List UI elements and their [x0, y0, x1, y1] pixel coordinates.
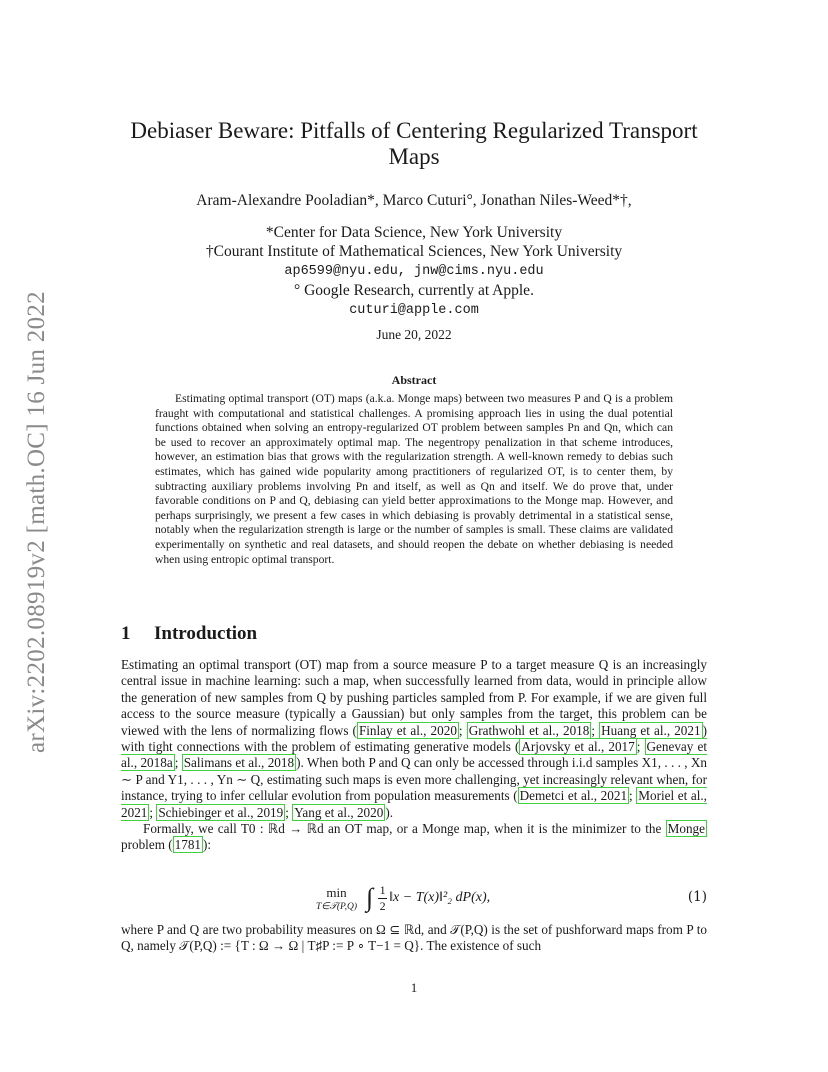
fraction: [378, 883, 387, 914]
citation-separator: ;: [174, 755, 182, 771]
min-operator: [316, 885, 357, 912]
citation-separator: ;: [591, 722, 600, 738]
email-nyu[interactable]: ap6599@nyu.edu, jnw@cims.nyu.edu: [284, 264, 544, 279]
citation-separator: ;: [285, 804, 293, 820]
citation-separator: ;: [629, 788, 637, 804]
section-heading: [121, 623, 257, 645]
closing-text: where P and Q are two probability measures on Ω ⊆ ℝd, and 𝒯(P,Q) is the set of pushforward maps from P to Q, namely 𝒯(P,Q) := {T : Ω → Ω | T♯P := P ∘ T−1 = Q}. The existence of such: [121, 922, 707, 954]
publication-date: June 20, 2022: [376, 327, 452, 342]
email-apple[interactable]: cuturi@apple.com: [349, 303, 479, 318]
intro-text: ):: [203, 837, 212, 853]
citation-link[interactable]: 1781: [174, 837, 202, 853]
paper-title: [110, 118, 718, 170]
paper-title-line2: Maps: [388, 144, 440, 169]
citation-separator: ;: [458, 722, 467, 738]
citation-separator: ;: [149, 804, 157, 820]
affiliation-nyu-cds: *Center for Data Science, New York University: [265, 224, 563, 241]
intro-text: Estimating an optimal transport (OT) map from a source measure P to a target measure Q is an increasingly central issue in machine learning: such a map, when successfully learned from data, would in principle allow the generation of new samples from Q by pushing particles sampled from P. For example, if we are given full access to the source measure (typically a Gaussian) but only samples from the target, this problem can be viewed with the lens of normalizing flows (: [121, 657, 707, 738]
section-title: Introduction: [154, 623, 258, 644]
intro-text: ). When both P and Q can only be accessed through i.i.d samples X1, . . . , Xn ∼ P and Y1, . . . , Yn ∼ Q, estimating such maps is even more challenging, yet increasingly relevant when, for instance, trying to infer cellular evolution from population measurements (: [121, 755, 708, 804]
arxiv-stamp-text: arXiv:2202.08919v2 [math.OC] 16 Jun 2022: [23, 291, 50, 753]
citation-link[interactable]: Genevay et al., 2018a: [121, 739, 707, 771]
abstract-body: [155, 392, 673, 567]
intro-text: problem (: [121, 837, 173, 853]
closing-paragraph: [121, 922, 707, 955]
fraction-denominator: 2: [379, 898, 386, 913]
integral-sign: ∫: [365, 883, 374, 912]
affiliation-google: ° Google Research, currently at Apple.: [294, 282, 534, 299]
citation-link[interactable]: Demetci et al., 2021: [519, 788, 628, 804]
intro-paragraph-1: [121, 657, 707, 821]
citation-link[interactable]: Grathwohl et al., 2018: [468, 722, 590, 738]
intro-text: ).: [385, 804, 394, 820]
intro-text: ) with tight connections with the problem of estimating generative models (: [121, 722, 707, 755]
citation-link[interactable]: Schiebinger et al., 2019: [158, 804, 284, 820]
citation-link[interactable]: Yang et al., 2020: [294, 804, 384, 820]
section-number: 1: [121, 623, 131, 644]
display-equation: [121, 878, 707, 918]
affiliation-courant: †Courant Institute of Mathematical Sciences, New York University: [205, 243, 623, 260]
citation-link[interactable]: Huang et al., 2021: [601, 722, 701, 738]
min-label: min: [326, 884, 347, 900]
paper-title-line1: Debiaser Beware: Pitfalls of Centering Regularized Transport: [130, 118, 698, 143]
citation-link[interactable]: Finlay et al., 2020: [358, 722, 457, 738]
equation-number[interactable]: (1): [687, 889, 707, 905]
equation-body: [316, 878, 490, 918]
citation-link[interactable]: Salimans et al., 2018: [183, 755, 295, 771]
author-list: Aram-Alexandre Pooladian*, Marco Cuturi°, Jonathan Niles-Weed*†,: [196, 192, 632, 209]
intro-body: [121, 657, 707, 854]
citation-link[interactable]: Arjovsky et al., 2017: [521, 739, 635, 755]
citation-separator: ;: [636, 739, 645, 755]
arxiv-stamp: [22, 272, 52, 772]
intro-paragraph-2: [121, 821, 707, 854]
abstract-heading: Abstract: [391, 373, 437, 387]
equation-expression: ‖x − T(x)‖²₂ dP(x),: [389, 890, 491, 905]
abstract-paragraph: Estimating optimal transport (OT) maps (a.k.a. Monge maps) between two measures P and Q is a problem fraught with computational and statistical challenges. A promising approach lies in using the dual potential functions obtained when solving an entropy-regularized OT problem between samples Pn and Qn, which can be used to recover an approximately optimal map. The negentropy penalization in that scheme introduces, however, an estimation bias that grows with the regularization strength. A well-known remedy to debias such estimates, which has gained wide popularity among practitioners of regularized OT, is to center them, by subtracting auxiliary problems involving Pn and itself, as well as Qn and itself. We do prove that, under favorable conditions on P and Q, debiasing can yield better approximations to the Monge map. However, and perhaps surprisingly, we present a few cases in which debiasing is provably detrimental in a statistical sense, notably when the regularization strength is large or the number of samples is small. These claims are validated experimentally on synthetic and real datasets, and should reopen the debate on whether debiasing is needed when using entropic optimal transport.: [155, 392, 673, 566]
page-number: 1: [410, 980, 418, 995]
citation-link[interactable]: Monge: [667, 821, 705, 837]
fraction-numerator: 1: [379, 882, 386, 897]
citation-link[interactable]: Moriel et al., 2021: [121, 788, 707, 820]
intro-text: Formally, we call T0 : ℝd → ℝd an OT map, or a Monge map, when it is the minimizer to the: [143, 821, 666, 837]
min-subscript: T∈𝒯(P,Q): [316, 901, 357, 912]
